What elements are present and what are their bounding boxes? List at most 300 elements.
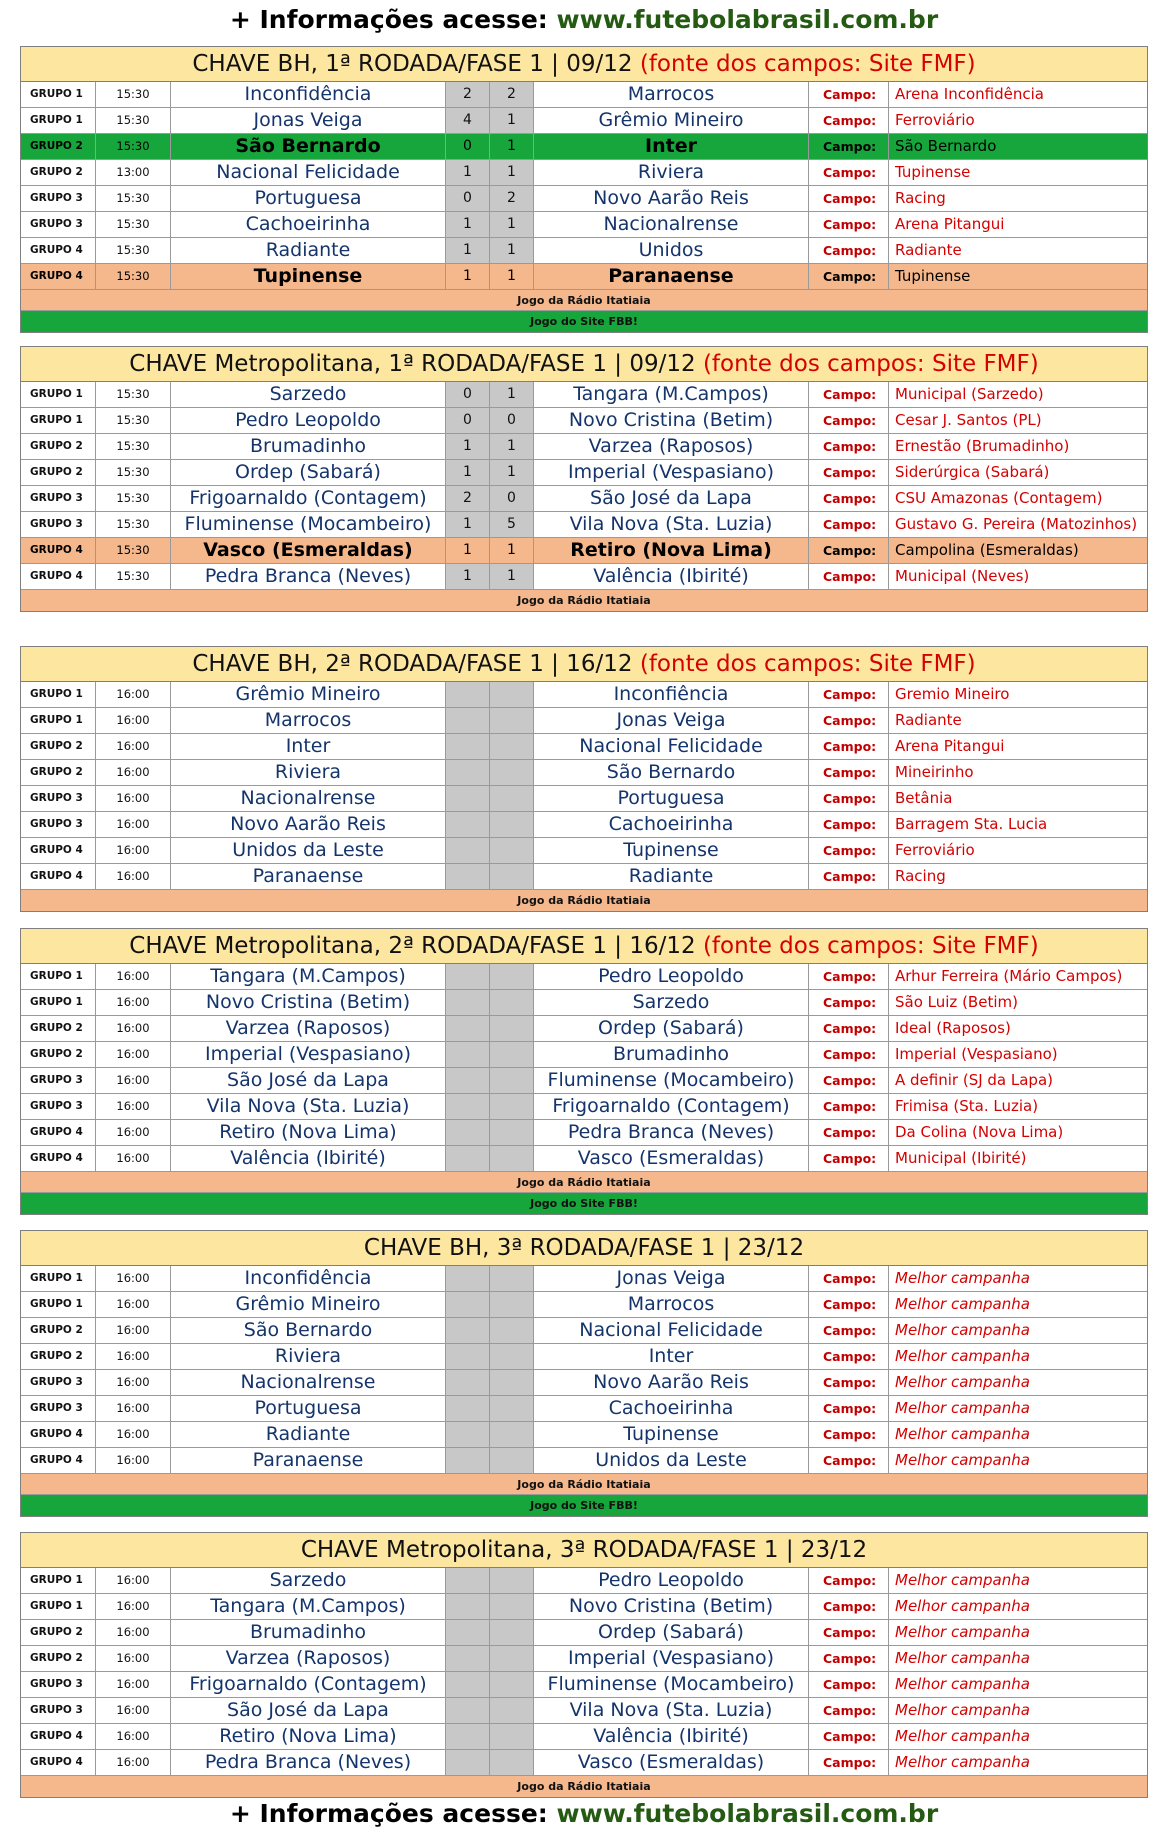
home-team: Paranaense <box>171 864 446 889</box>
time-cell: 16:00 <box>96 1422 171 1447</box>
campo-label: Campo: <box>809 708 889 733</box>
away-team: Inter <box>534 1344 809 1369</box>
time-cell: 16:00 <box>96 1318 171 1343</box>
venue-cell: Melhor campanha <box>895 1623 1030 1641</box>
home-score <box>446 708 490 733</box>
home-score <box>446 1724 490 1749</box>
time-cell: 16:00 <box>96 1396 171 1421</box>
home-score <box>446 1042 490 1067</box>
section-title <box>21 647 1147 682</box>
home-score <box>446 1146 490 1171</box>
group-cell: GRUPO 2 <box>21 134 96 159</box>
site-url-link[interactable]: www.futebolabrasil.com.br <box>556 5 939 34</box>
away-team: Frigoarnaldo (Contagem) <box>534 1094 809 1119</box>
match-row <box>21 382 1147 408</box>
match-row <box>21 538 1147 564</box>
group-cell: GRUPO 4 <box>21 1448 96 1473</box>
away-team: Jonas Veiga <box>534 1266 809 1291</box>
venue-cell: Municipal (Neves) <box>895 567 1030 585</box>
group-cell: GRUPO 1 <box>21 1568 96 1593</box>
home-team: Retiro (Nova Lima) <box>171 1724 446 1749</box>
home-score: 0 <box>446 382 490 407</box>
home-score: 4 <box>446 108 490 133</box>
campo-label: Campo: <box>809 1724 889 1749</box>
section-title <box>21 347 1147 382</box>
section-source-note: (fonte dos campos: Site FMF) <box>702 351 1039 377</box>
away-team: Radiante <box>534 864 809 889</box>
group-cell: GRUPO 2 <box>21 1318 96 1343</box>
away-score: 1 <box>490 538 534 563</box>
section-title-text: CHAVE BH, 1ª RODADA/FASE 1 | 09/12 <box>192 51 633 77</box>
home-team: Retiro (Nova Lima) <box>171 1120 446 1145</box>
venue-cell: Gustavo G. Pereira (Matozinhos) <box>895 515 1138 533</box>
away-team: Portuguesa <box>534 786 809 811</box>
group-cell: GRUPO 3 <box>21 512 96 537</box>
away-score <box>490 1370 534 1395</box>
time-cell: 16:00 <box>96 786 171 811</box>
away-team: Brumadinho <box>534 1042 809 1067</box>
group-cell: GRUPO 2 <box>21 734 96 759</box>
away-score <box>490 1266 534 1291</box>
legend-radio-itatiaia: Jogo da Rádio Itatiaia <box>21 290 1147 311</box>
away-team: Fluminense (Mocambeiro) <box>534 1672 809 1697</box>
time-cell: 15:30 <box>96 460 171 485</box>
venue-cell: Ernestão (Brumadinho) <box>895 437 1070 455</box>
site-url-link[interactable]: www.futebolabrasil.com.br <box>556 1799 939 1828</box>
away-score <box>490 1698 534 1723</box>
home-team: Jonas Veiga <box>171 108 446 133</box>
group-cell: GRUPO 2 <box>21 1016 96 1041</box>
section-title <box>21 1231 1147 1266</box>
match-row <box>21 1016 1147 1042</box>
venue-cell: Radiante <box>895 241 962 259</box>
campo-label: Campo: <box>809 538 889 563</box>
away-team: Valência (Ibirité) <box>534 564 809 589</box>
campo-label: Campo: <box>809 734 889 759</box>
section-title-text: CHAVE Metropolitana, 1ª RODADA/FASE 1 | 09/12 <box>129 351 696 377</box>
schedule-section <box>20 46 1148 333</box>
away-score: 1 <box>490 160 534 185</box>
home-team: Vasco (Esmeraldas) <box>171 538 446 563</box>
home-score <box>446 1396 490 1421</box>
away-score <box>490 838 534 863</box>
group-cell: GRUPO 4 <box>21 1750 96 1775</box>
campo-label: Campo: <box>809 1620 889 1645</box>
away-score: 1 <box>490 460 534 485</box>
away-team: São Bernardo <box>534 760 809 785</box>
section-source-note: (fonte dos campos: Site FMF) <box>639 51 976 77</box>
campo-label: Campo: <box>809 160 889 185</box>
time-cell: 15:30 <box>96 108 171 133</box>
home-score: 1 <box>446 538 490 563</box>
campo-label: Campo: <box>809 1344 889 1369</box>
match-row <box>21 990 1147 1016</box>
schedule-section <box>20 646 1148 912</box>
away-score: 2 <box>490 186 534 211</box>
home-team: Nacionalrense <box>171 786 446 811</box>
home-team: Varzea (Raposos) <box>171 1646 446 1671</box>
venue-cell: Campolina (Esmeraldas) <box>889 538 1147 563</box>
match-row <box>21 108 1147 134</box>
time-cell: 15:30 <box>96 382 171 407</box>
home-team: Novo Cristina (Betim) <box>171 990 446 1015</box>
time-cell: 16:00 <box>96 864 171 889</box>
time-cell: 16:00 <box>96 1344 171 1369</box>
home-score: 2 <box>446 486 490 511</box>
match-row <box>21 160 1147 186</box>
home-score <box>446 1266 490 1291</box>
match-row <box>21 1750 1147 1776</box>
home-score <box>446 838 490 863</box>
match-row <box>21 1344 1147 1370</box>
home-score: 0 <box>446 408 490 433</box>
away-score <box>490 1016 534 1041</box>
home-team: Nacional Felicidade <box>171 160 446 185</box>
venue-cell: Municipal (Ibirité) <box>895 1149 1027 1167</box>
time-cell: 16:00 <box>96 1094 171 1119</box>
campo-label: Campo: <box>809 1646 889 1671</box>
away-team: Novo Aarão Reis <box>534 186 809 211</box>
match-row <box>21 864 1147 890</box>
home-team: São Bernardo <box>171 134 446 159</box>
legend-radio-itatiaia: Jogo da Rádio Itatiaia <box>21 1776 1147 1797</box>
venue-cell: Melhor campanha <box>895 1649 1030 1667</box>
schedule-section <box>20 346 1148 612</box>
section-title <box>21 47 1147 82</box>
campo-label: Campo: <box>809 1146 889 1171</box>
time-cell: 15:30 <box>96 434 171 459</box>
away-score <box>490 1750 534 1775</box>
campo-label: Campo: <box>809 1120 889 1145</box>
home-score <box>446 812 490 837</box>
time-cell: 16:00 <box>96 1292 171 1317</box>
home-team: Vila Nova (Sta. Luzia) <box>171 1094 446 1119</box>
match-row <box>21 564 1147 590</box>
match-row <box>21 1396 1147 1422</box>
home-team: Riviera <box>171 760 446 785</box>
match-row <box>21 460 1147 486</box>
campo-label: Campo: <box>809 186 889 211</box>
group-cell: GRUPO 4 <box>21 564 96 589</box>
away-team: Unidos da Leste <box>534 1448 809 1473</box>
home-team: Grêmio Mineiro <box>171 1292 446 1317</box>
legend-site-fbb: Jogo do Site FBB! <box>21 1495 1147 1516</box>
away-team: Nacional Felicidade <box>534 1318 809 1343</box>
group-cell: GRUPO 1 <box>21 708 96 733</box>
away-team: Fluminense (Mocambeiro) <box>534 1068 809 1093</box>
venue-cell: Melhor campanha <box>895 1701 1030 1719</box>
venue-cell: Arena Inconfidência <box>895 85 1044 103</box>
group-cell: GRUPO 3 <box>21 1094 96 1119</box>
campo-label: Campo: <box>809 238 889 263</box>
venue-cell: Da Colina (Nova Lima) <box>895 1123 1064 1141</box>
top-banner <box>0 0 1168 40</box>
home-team: São José da Lapa <box>171 1698 446 1723</box>
home-team: São Bernardo <box>171 1318 446 1343</box>
group-cell: GRUPO 3 <box>21 186 96 211</box>
group-cell: GRUPO 2 <box>21 760 96 785</box>
campo-label: Campo: <box>809 1750 889 1775</box>
away-score: 1 <box>490 108 534 133</box>
time-cell: 16:00 <box>96 1672 171 1697</box>
group-cell: GRUPO 4 <box>21 538 96 563</box>
time-cell: 16:00 <box>96 734 171 759</box>
venue-cell: São Luiz (Betim) <box>895 993 1018 1011</box>
away-score <box>490 1594 534 1619</box>
home-score: 1 <box>446 212 490 237</box>
time-cell: 15:30 <box>96 512 171 537</box>
away-score <box>490 1292 534 1317</box>
away-score: 1 <box>490 134 534 159</box>
legend-radio-itatiaia: Jogo da Rádio Itatiaia <box>21 1474 1147 1495</box>
away-team: Sarzedo <box>534 990 809 1015</box>
time-cell: 16:00 <box>96 1068 171 1093</box>
campo-label: Campo: <box>809 434 889 459</box>
section-title-text: CHAVE Metropolitana, 2ª RODADA/FASE 1 | 16/12 <box>129 933 696 959</box>
home-team: Portuguesa <box>171 186 446 211</box>
campo-label: Campo: <box>809 1094 889 1119</box>
campo-label: Campo: <box>809 1068 889 1093</box>
away-score <box>490 1672 534 1697</box>
home-team: Pedra Branca (Neves) <box>171 564 446 589</box>
away-score <box>490 1094 534 1119</box>
time-cell: 15:30 <box>96 238 171 263</box>
home-score <box>446 1568 490 1593</box>
away-team: Nacionalrense <box>534 212 809 237</box>
section-source-note: (fonte dos campos: Site FMF) <box>702 933 1039 959</box>
away-team: São José da Lapa <box>534 486 809 511</box>
venue-cell: Barragem Sta. Lucia <box>895 815 1048 833</box>
home-score <box>446 1292 490 1317</box>
home-team: Tangara (M.Campos) <box>171 964 446 989</box>
venue-cell: Melhor campanha <box>895 1451 1030 1469</box>
home-score <box>446 1620 490 1645</box>
match-row <box>21 1448 1147 1474</box>
match-row <box>21 1568 1147 1594</box>
home-score <box>446 1646 490 1671</box>
time-cell: 16:00 <box>96 708 171 733</box>
group-cell: GRUPO 2 <box>21 1620 96 1645</box>
home-team: Fluminense (Mocambeiro) <box>171 512 446 537</box>
home-team: Riviera <box>171 1344 446 1369</box>
away-score: 5 <box>490 512 534 537</box>
campo-label: Campo: <box>809 990 889 1015</box>
away-team: Pedro Leopoldo <box>534 1568 809 1593</box>
away-team: Cachoeirinha <box>534 1396 809 1421</box>
away-score <box>490 1068 534 1093</box>
schedule-section <box>20 1532 1148 1798</box>
match-row <box>21 964 1147 990</box>
campo-label: Campo: <box>809 1396 889 1421</box>
away-score <box>490 864 534 889</box>
venue-cell: Radiante <box>895 711 962 729</box>
away-team: Ordep (Sabará) <box>534 1016 809 1041</box>
away-score: 1 <box>490 434 534 459</box>
campo-label: Campo: <box>809 682 889 707</box>
away-team: Imperial (Vespasiano) <box>534 1646 809 1671</box>
venue-cell: Tupinense <box>895 163 971 181</box>
time-cell: 16:00 <box>96 1016 171 1041</box>
campo-label: Campo: <box>809 82 889 107</box>
campo-label: Campo: <box>809 1318 889 1343</box>
home-score <box>446 1698 490 1723</box>
time-cell: 15:30 <box>96 408 171 433</box>
home-score <box>446 682 490 707</box>
home-team: Radiante <box>171 238 446 263</box>
campo-label: Campo: <box>809 838 889 863</box>
away-score: 0 <box>490 408 534 433</box>
match-row <box>21 134 1147 160</box>
home-score <box>446 734 490 759</box>
time-cell: 16:00 <box>96 990 171 1015</box>
legend-radio-itatiaia: Jogo da Rádio Itatiaia <box>21 590 1147 611</box>
match-row <box>21 1120 1147 1146</box>
away-score <box>490 990 534 1015</box>
away-score <box>490 1146 534 1171</box>
away-score <box>490 1042 534 1067</box>
campo-label: Campo: <box>809 408 889 433</box>
home-score: 0 <box>446 134 490 159</box>
away-score <box>490 1396 534 1421</box>
group-cell: GRUPO 3 <box>21 1396 96 1421</box>
group-cell: GRUPO 3 <box>21 1370 96 1395</box>
away-score <box>490 786 534 811</box>
venue-cell: Melhor campanha <box>895 1571 1030 1589</box>
match-row <box>21 1724 1147 1750</box>
away-team: Marrocos <box>534 82 809 107</box>
group-cell: GRUPO 4 <box>21 864 96 889</box>
group-cell: GRUPO 1 <box>21 1594 96 1619</box>
home-team: Portuguesa <box>171 1396 446 1421</box>
group-cell: GRUPO 2 <box>21 460 96 485</box>
section-title <box>21 929 1147 964</box>
group-cell: GRUPO 3 <box>21 1068 96 1093</box>
away-team: Imperial (Vespasiano) <box>534 460 809 485</box>
venue-cell: Arena Pitangui <box>895 215 1005 233</box>
venue-cell: Racing <box>895 189 946 207</box>
home-team: Inconfidência <box>171 82 446 107</box>
venue-cell: Siderúrgica (Sabará) <box>895 463 1050 481</box>
away-score: 0 <box>490 486 534 511</box>
match-row <box>21 264 1147 290</box>
away-team: Novo Cristina (Betim) <box>534 408 809 433</box>
away-score: 1 <box>490 264 534 289</box>
venue-cell: Arhur Ferreira (Mário Campos) <box>895 967 1123 985</box>
away-score <box>490 682 534 707</box>
section-title-text: CHAVE Metropolitana, 3ª RODADA/FASE 1 | 23/12 <box>300 1537 868 1563</box>
home-score <box>446 1120 490 1145</box>
campo-label: Campo: <box>809 1568 889 1593</box>
legend-radio-itatiaia: Jogo da Rádio Itatiaia <box>21 890 1147 911</box>
campo-label: Campo: <box>809 382 889 407</box>
group-cell: GRUPO 1 <box>21 1292 96 1317</box>
away-score <box>490 760 534 785</box>
group-cell: GRUPO 2 <box>21 160 96 185</box>
time-cell: 15:30 <box>96 486 171 511</box>
match-row <box>21 734 1147 760</box>
venue-cell: Ferroviário <box>895 111 975 129</box>
time-cell: 15:30 <box>96 186 171 211</box>
home-team: Brumadinho <box>171 1620 446 1645</box>
away-team: Ordep (Sabará) <box>534 1620 809 1645</box>
away-score: 1 <box>490 212 534 237</box>
away-team: Vila Nova (Sta. Luzia) <box>534 1698 809 1723</box>
schedule-section <box>20 1230 1148 1517</box>
match-row <box>21 186 1147 212</box>
home-score: 1 <box>446 564 490 589</box>
home-team: Nacionalrense <box>171 1370 446 1395</box>
venue-cell: Melhor campanha <box>895 1295 1030 1313</box>
home-score <box>446 1672 490 1697</box>
time-cell: 16:00 <box>96 1120 171 1145</box>
venue-cell: Betânia <box>895 789 953 807</box>
away-team: Inter <box>534 134 809 159</box>
away-team: Unidos <box>534 238 809 263</box>
away-score <box>490 734 534 759</box>
away-team: Grêmio Mineiro <box>534 108 809 133</box>
time-cell: 16:00 <box>96 812 171 837</box>
match-row <box>21 786 1147 812</box>
home-team: Inconfidência <box>171 1266 446 1291</box>
time-cell: 16:00 <box>96 1042 171 1067</box>
group-cell: GRUPO 2 <box>21 434 96 459</box>
away-score <box>490 708 534 733</box>
home-score: 1 <box>446 434 490 459</box>
home-team: Unidos da Leste <box>171 838 446 863</box>
campo-label: Campo: <box>809 108 889 133</box>
away-score: 1 <box>490 238 534 263</box>
match-row <box>21 82 1147 108</box>
home-score <box>446 1016 490 1041</box>
match-row <box>21 408 1147 434</box>
venue-cell: Melhor campanha <box>895 1425 1030 1443</box>
group-cell: GRUPO 3 <box>21 1672 96 1697</box>
campo-label: Campo: <box>809 486 889 511</box>
home-score: 2 <box>446 82 490 107</box>
home-team: Tupinense <box>171 264 446 289</box>
away-score <box>490 1620 534 1645</box>
match-row <box>21 212 1147 238</box>
away-score: 1 <box>490 564 534 589</box>
away-team: Cachoeirinha <box>534 812 809 837</box>
section-source-note: (fonte dos campos: Site FMF) <box>639 651 976 677</box>
away-team: Novo Aarão Reis <box>534 1370 809 1395</box>
match-row <box>21 1672 1147 1698</box>
legend-site-fbb: Jogo do Site FBB! <box>21 311 1147 332</box>
venue-cell: Gremio Mineiro <box>895 685 1010 703</box>
group-cell: GRUPO 1 <box>21 108 96 133</box>
time-cell: 16:00 <box>96 1698 171 1723</box>
venue-cell: São Bernardo <box>889 134 1147 159</box>
home-score <box>446 1318 490 1343</box>
venue-cell: Melhor campanha <box>895 1727 1030 1745</box>
home-score <box>446 1750 490 1775</box>
time-cell: 16:00 <box>96 1620 171 1645</box>
away-team: Tupinense <box>534 838 809 863</box>
away-score <box>490 964 534 989</box>
venue-cell: Melhor campanha <box>895 1347 1030 1365</box>
time-cell: 16:00 <box>96 1646 171 1671</box>
match-row <box>21 682 1147 708</box>
match-row <box>21 1646 1147 1672</box>
legend-site-fbb: Jogo do Site FBB! <box>21 1193 1147 1214</box>
away-team: Varzea (Raposos) <box>534 434 809 459</box>
away-team: Novo Cristina (Betim) <box>534 1594 809 1619</box>
match-row <box>21 760 1147 786</box>
home-team: Radiante <box>171 1422 446 1447</box>
venue-cell: Ferroviário <box>895 841 975 859</box>
home-score <box>446 964 490 989</box>
